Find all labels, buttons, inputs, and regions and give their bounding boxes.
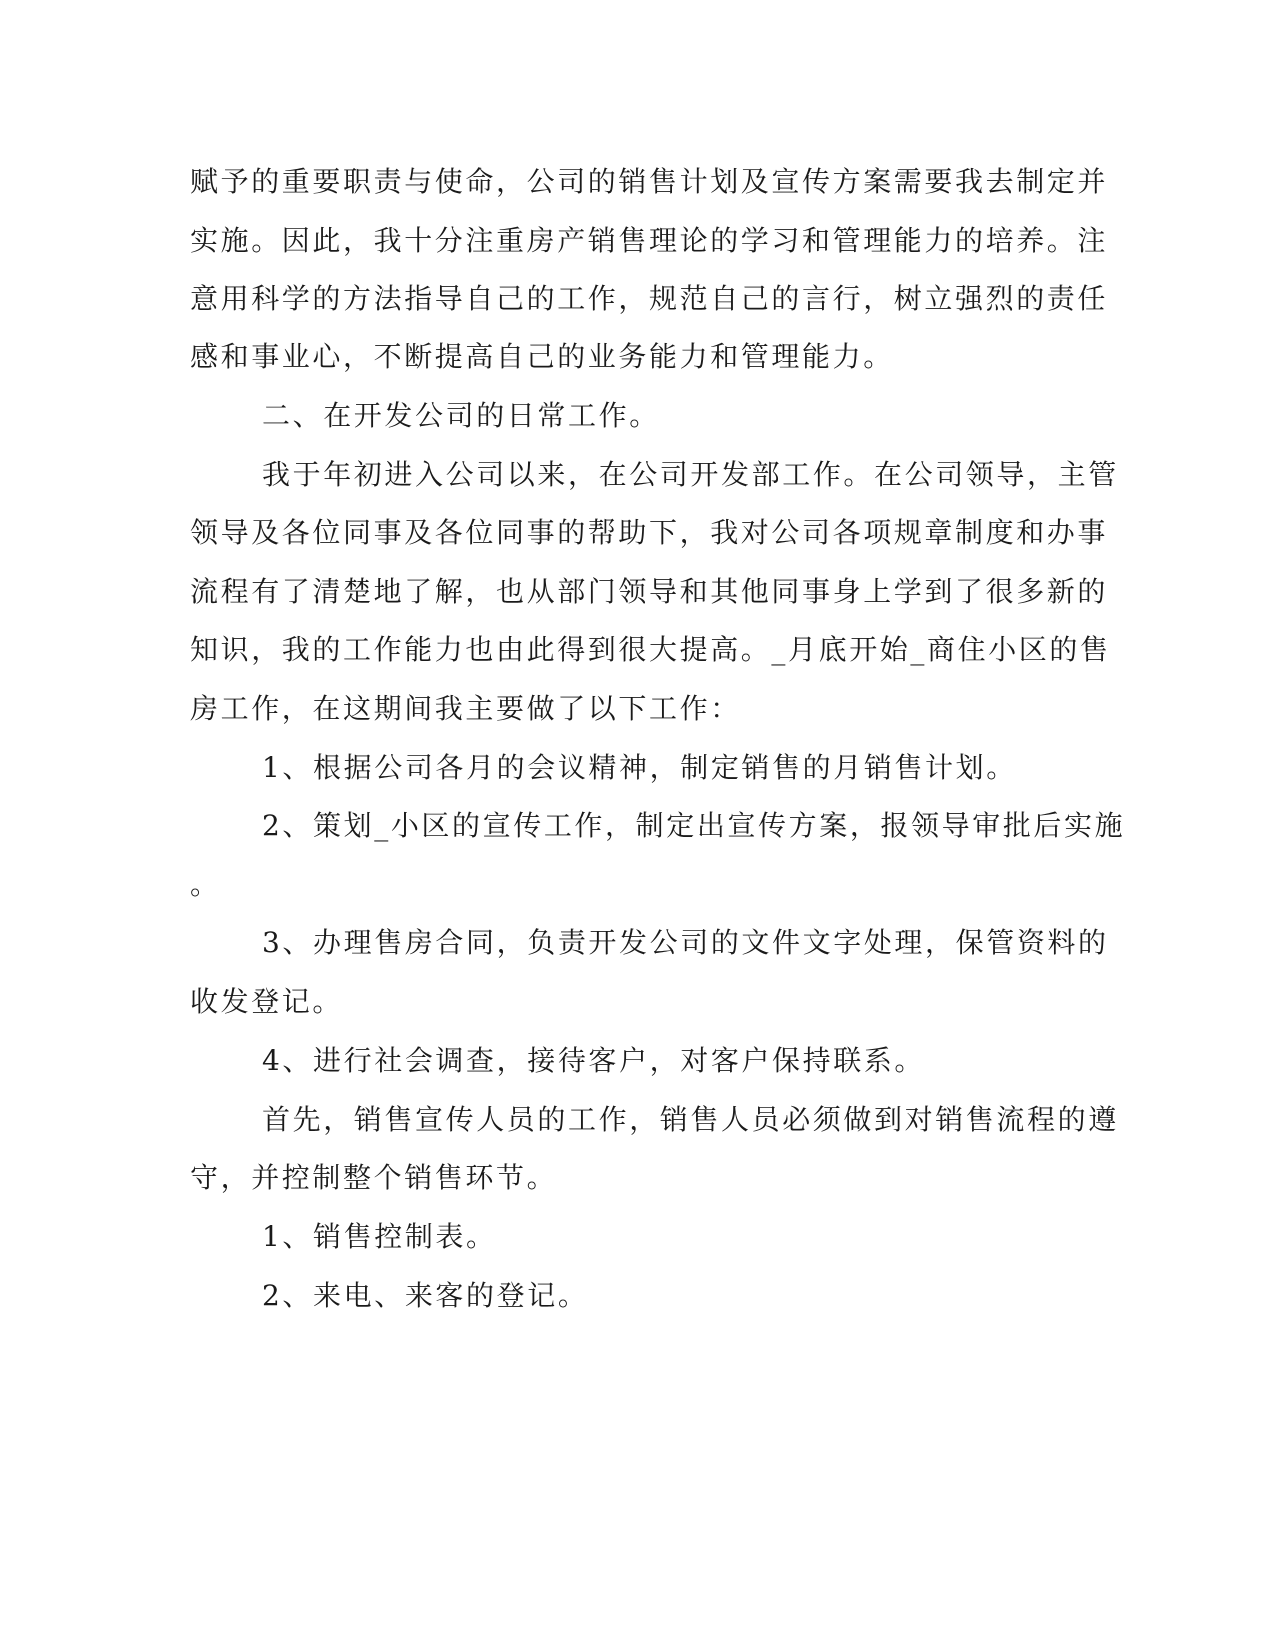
text-line: 流程有了清楚地了解，也从部门领导和其他同事身上学到了很多新的 (190, 575, 1109, 608)
list-item: 1、根据公司各月的会议精神，制定销售的月销售计划。 (262, 751, 1017, 784)
section-heading: 二、在开发公司的日常工作。 (262, 399, 660, 432)
text-line: 领导及各位同事及各位同事的帮助下，我对公司各项规章制度和办事 (190, 516, 1109, 549)
paragraph-first-line: 首先，销售宣传人员的工作，销售人员必须做到对销售流程的遵 (262, 1103, 1119, 1136)
text-line: 实施。因此，我十分注重房产销售理论的学习和管理能力的培养。注 (190, 224, 1109, 257)
text-line: 。 (190, 868, 221, 901)
text-line: 房工作，在这期间我主要做了以下工作： (190, 692, 741, 725)
text-line: 感和事业心，不断提高自己的业务能力和管理能力。 (190, 340, 894, 373)
paragraph-first-line: 我于年初进入公司以来，在公司开发部工作。在公司领导，主管 (262, 458, 1119, 491)
text-line: 守，并控制整个销售环节。 (190, 1161, 558, 1194)
list-item: 3、办理售房合同，负责开发公司的文件文字处理，保管资料的 (262, 926, 1109, 959)
list-item: 4、进行社会调查，接待客户，对客户保持联系。 (262, 1044, 926, 1077)
list-item: 1、销售控制表。 (262, 1220, 497, 1253)
text-line: 收发登记。 (190, 985, 344, 1018)
list-item: 2、来电、来客的登记。 (262, 1279, 589, 1312)
list-item: 2、策划_小区的宣传工作，制定出宣传方案，报领导审批后实施 (262, 809, 1126, 842)
text-line: 意用科学的方法指导自己的工作，规范自己的言行，树立强烈的责任 (190, 282, 1109, 315)
text-line: 知识，我的工作能力也由此得到很大提高。_月底开始_商住小区的售 (190, 633, 1111, 666)
text-line: 赋予的重要职责与使命，公司的销售计划及宣传方案需要我去制定并 (190, 165, 1109, 198)
